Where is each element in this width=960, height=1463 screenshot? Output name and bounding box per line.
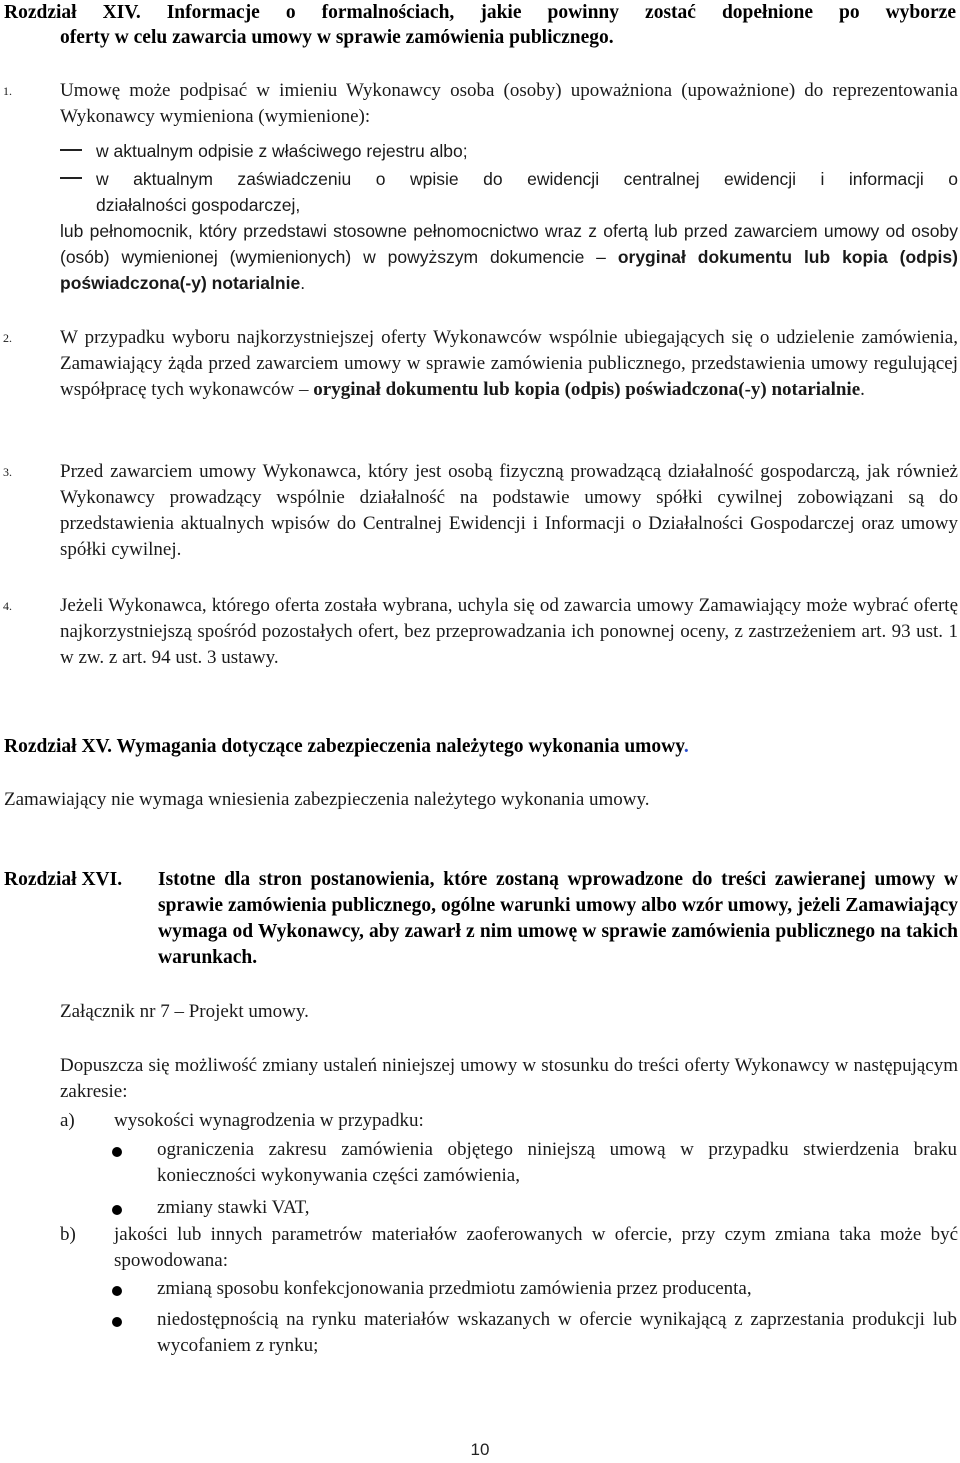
- chapter-16-title: Istotne dla stron postanowienia, które zostaną wprowadzone do treści zawieranej umowy w sprawie zamówienia publicznego, ogólne warunki umowy albo wzór umowy, jeżeli Zamawiający wymaga od Wykonawcy, aby zawarł z nim umowę w sprawie zamówienia publicznego na takich warunkach.: [158, 869, 958, 968]
- chapter-15-heading: [4, 734, 956, 759]
- point-3-body: Przed zawarciem umowy Wykonawca, który jest osobą fizyczną prowadzącą działalność gospodarczą, jak również Wykonawcy prowadzący wspólnie działalność na podstawie umowy spółki cywilnej zobowiązani są do przedstawienia aktualnych wpisów do Centralnej Ewidencji i Informacji o Działalności Gospodarczej oraz umowy spółki cywilnej.: [60, 461, 958, 560]
- bullet-icon: [112, 1317, 122, 1327]
- chapter-14-heading-line2: oferty w celu zawarcia umowy w sprawie zamówienia publicznego.: [60, 27, 614, 48]
- item-b-bullet-1: zmianą sposobu konfekcjonowania przedmiotu zamówienia przez producenta,: [157, 1278, 752, 1299]
- chapter-15-dot: .: [683, 736, 689, 757]
- point-3-number: 3.: [3, 465, 12, 479]
- chapter-16-label: Rozdział XVI.: [4, 869, 123, 890]
- item-a-bullet-1: ograniczenia zakresu zamówienia objętego niniejszą umową w przypadku stwierdzenia braku konieczności wykonywania części zamówienia,: [157, 1139, 957, 1186]
- point-2-bold-text: oryginał dokumentu lub kopia (odpis) poświadczona(-y) notarialnie: [313, 379, 861, 400]
- dash-item-text: w aktualnym odpisie z właściwego rejestru albo;: [96, 141, 468, 161]
- item-a-bullet-2: zmiany stawki VAT,: [157, 1197, 310, 1218]
- point-1-number: 1.: [3, 84, 12, 98]
- point-2-body-text: W przypadku wyboru najkorzystniejszej oferty Wykonawców wspólnie ubiegających się o udzielenie zamówienia, Zamawiający żąda przed zawarciem umowy w sprawie zamówienia publicznego, przedstawienia umowy regulującej współpracę tych wykonawców –: [60, 327, 958, 400]
- dash-marker: [60, 177, 82, 179]
- bullet-icon: [112, 1286, 122, 1296]
- point-1-dash-item-2-cont: działalności gospodarczej,: [96, 195, 301, 215]
- bullet-icon: [112, 1147, 122, 1157]
- dash-item-text: w aktualnym zaświadczeniu o wpisie do ewidencji centralnej ewidencji i informacji o: [96, 169, 958, 189]
- point-1-end: .: [300, 273, 306, 293]
- bullet-icon: [112, 1205, 122, 1215]
- chapter-15-title: Rozdział XV. Wymagania dotyczące zabezpieczenia należytego wykonania umowy: [4, 736, 684, 757]
- point-4-number: 4.: [3, 599, 12, 613]
- dash-marker: [60, 149, 82, 151]
- item-a-text: wysokości wynagrodzenia w przypadku:: [114, 1110, 424, 1131]
- point-1-dash-item-1: [60, 138, 958, 164]
- point-1-dash-item-2: [60, 166, 958, 192]
- annex-reference: Załącznik nr 7 – Projekt umowy.: [60, 1001, 309, 1022]
- point-1-body-text: lub pełnomocnik, który przedstawi stosowne pełnomocnictwo wraz z ofertą lub przed zawarciem umowy od osoby (osób) wymienionej (wymienionych) w powyższym dokumencie –: [60, 221, 958, 267]
- point-2-number: 2.: [3, 331, 12, 345]
- amendment-intro: Dopuszcza się możliwość zmiany ustaleń niniejszej umowy w stosunku do treści oferty Wykonawcy w następującym zakresie:: [60, 1055, 958, 1102]
- page-number: 10: [470, 1440, 490, 1459]
- point-1-body: [60, 218, 958, 296]
- item-b-bullet-2: niedostępnością na rynku materiałów wskazanych w ofercie wynikającą z zaprzestania produkcji lub wycofaniem z rynku;: [157, 1309, 957, 1356]
- point-2-body: [60, 325, 958, 403]
- point-2-end: .: [860, 379, 865, 400]
- item-a-label: a): [60, 1110, 75, 1131]
- item-b-text: jakości lub innych parametrów materiałów zaoferowanych w ofercie, przy czym zmiana taka może być spowodowana:: [114, 1224, 958, 1271]
- item-b-label: b): [60, 1224, 76, 1245]
- chapter-15-body: Zamawiający nie wymaga wniesienia zabezpieczenia należytego wykonania umowy.: [4, 789, 650, 810]
- chapter-14-heading-line1: Rozdział XIV. Informacje o formalnościach, jakie powinny zostać dopełnione po wyborze: [4, 2, 956, 23]
- point-1-bold-text: oryginał dokumentu lub kopia (odpis) poświadczona(-y) notarialnie: [60, 247, 958, 293]
- point-1-intro: Umowę może podpisać w imieniu Wykonawcy osoba (osoby) upoważniona (upoważnione) do reprezentowania Wykonawcy wymieniona (wymienione):: [60, 80, 958, 127]
- point-4-body: Jeżeli Wykonawca, którego oferta została wybrana, uchyla się od zawarcia umowy Zamawiający może wybrać ofertę najkorzystniejszą spośród pozostałych ofert, bez przeprowadzania ich ponownej oceny, z zastrzeżeniem art. 93 ust. 1 w zw. z art. 94 ust. 3 ustawy.: [60, 595, 958, 668]
